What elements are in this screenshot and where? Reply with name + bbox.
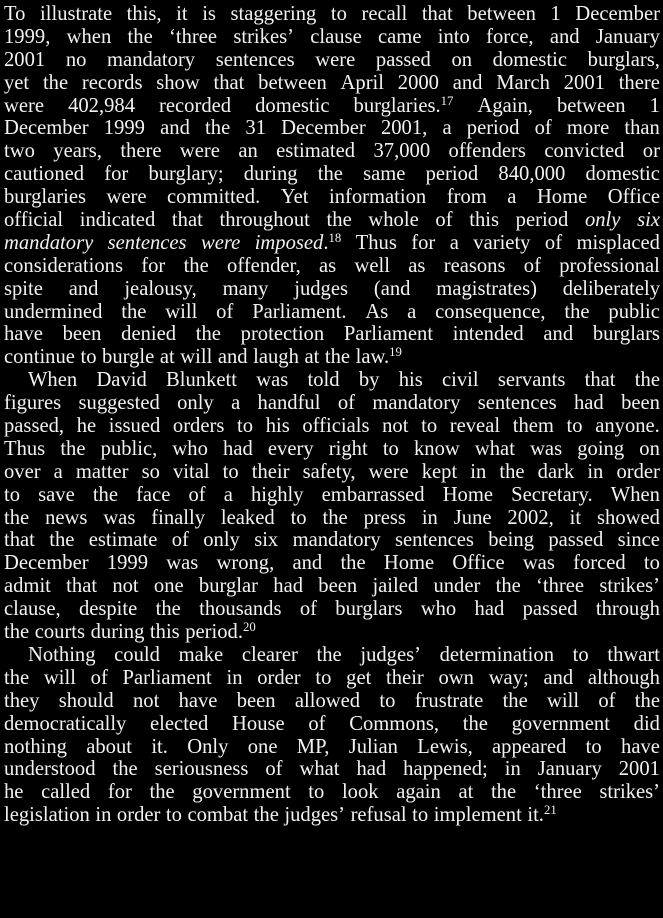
text-line: two years, there were an estimated 37,000 offenders convicted or — [4, 140, 660, 163]
text-line: passed, he issued orders to his officials not to reveal them to anyone. — [4, 415, 660, 438]
footnote-marker: 19 — [389, 345, 402, 360]
text-line: legislation in order to combat the judges’ refusal to implement it.$^{21}$ — [4, 803, 557, 827]
footnote-marker: 18 — [328, 230, 342, 245]
text-line: to save the face of a highly embarrassed Home Secretary. When — [4, 483, 660, 506]
text-line: burglaries were committed. Yet information from a Home Office — [4, 186, 660, 209]
text-line: December 1999 and the 31 December 2001, a period of more than — [4, 117, 660, 140]
text-line: considerations for the offender, as well as reasons of professional — [4, 254, 660, 277]
text-line: cautioned for burglary; during the same period 840,000 domestic — [4, 163, 660, 186]
text-line: nothing about it. Only one MP, Julian Lewis, appeared to have — [4, 735, 660, 758]
text-line: were 402,984 recorded domestic burglaries.$^{17}$ Again, between 1 — [4, 93, 660, 117]
text-line: that the estimate of only six mandatory sentences being passed since — [4, 529, 660, 552]
text-line: the courts during this period.$^{20}$ — [4, 620, 256, 644]
text-line: mandatory sentences were imposed.$^{18}$ Thus for a variety of misplaced — [4, 230, 660, 254]
text-line: the news was finally leaked to the press in June 2002, it showed — [4, 506, 660, 529]
text-line: official indicated that throughout the whole of this period only six — [4, 209, 660, 232]
text-line: they should not have been allowed to frustrate the will of the — [4, 689, 660, 712]
document-page — [4, 3, 660, 827]
paragraph — [4, 3, 660, 369]
text-line: democratically elected House of Commons, the government did — [4, 712, 660, 735]
text-line: Nothing could make clearer the judges’ determination to thwart — [28, 643, 660, 666]
text-line: When David Blunkett was told by his civil servants that the — [28, 369, 660, 392]
paragraph — [4, 369, 660, 644]
text-line: clause, despite the thousands of burglars who had passed through — [4, 598, 660, 621]
text-line: 2001 no mandatory sentences were passed on domestic burglars, — [4, 48, 660, 71]
text-line: Thus the public, who had every right to know what was going on — [4, 437, 660, 460]
text-line: admit that not one burglar had been jailed under the ‘three strikes’ — [4, 575, 660, 598]
paragraph — [4, 644, 660, 827]
text-line: yet the records show that between April 2000 and March 2001 there — [4, 71, 660, 94]
text-line: undermined the will of Parliament. As a consequence, the public — [4, 300, 660, 323]
text-line: have been denied the protection Parliament intended and burglars — [4, 323, 660, 346]
text-line: he called for the government to look again at the ‘three strikes’ — [4, 781, 660, 804]
text-line: spite and jealousy, many judges (and magistrates) deliberately — [4, 277, 660, 300]
footnote-marker: 20 — [243, 620, 256, 635]
text-line: 1999, when the ‘three strikes’ clause came into force, and January — [4, 25, 660, 48]
text-line: understood the seriousness of what had happened; in January 2001 — [4, 758, 660, 781]
footnote-marker: 21 — [543, 803, 557, 818]
text-line: continue to burgle at will and laugh at the law.$^{19}$ — [4, 345, 402, 369]
text-line: To illustrate this, it is staggering to recall that between 1 December — [4, 3, 660, 25]
text-line: December 1999 was wrong, and the Home Office was forced to — [4, 552, 660, 575]
text-line: figures suggested only a handful of mandatory sentences had been — [4, 392, 660, 415]
footnote-marker: 17 — [440, 93, 454, 108]
text-line: over a matter so vital to their safety, were kept in the dark in order — [4, 460, 660, 483]
text-line: the will of Parliament in order to get their own way; and although — [4, 666, 660, 689]
